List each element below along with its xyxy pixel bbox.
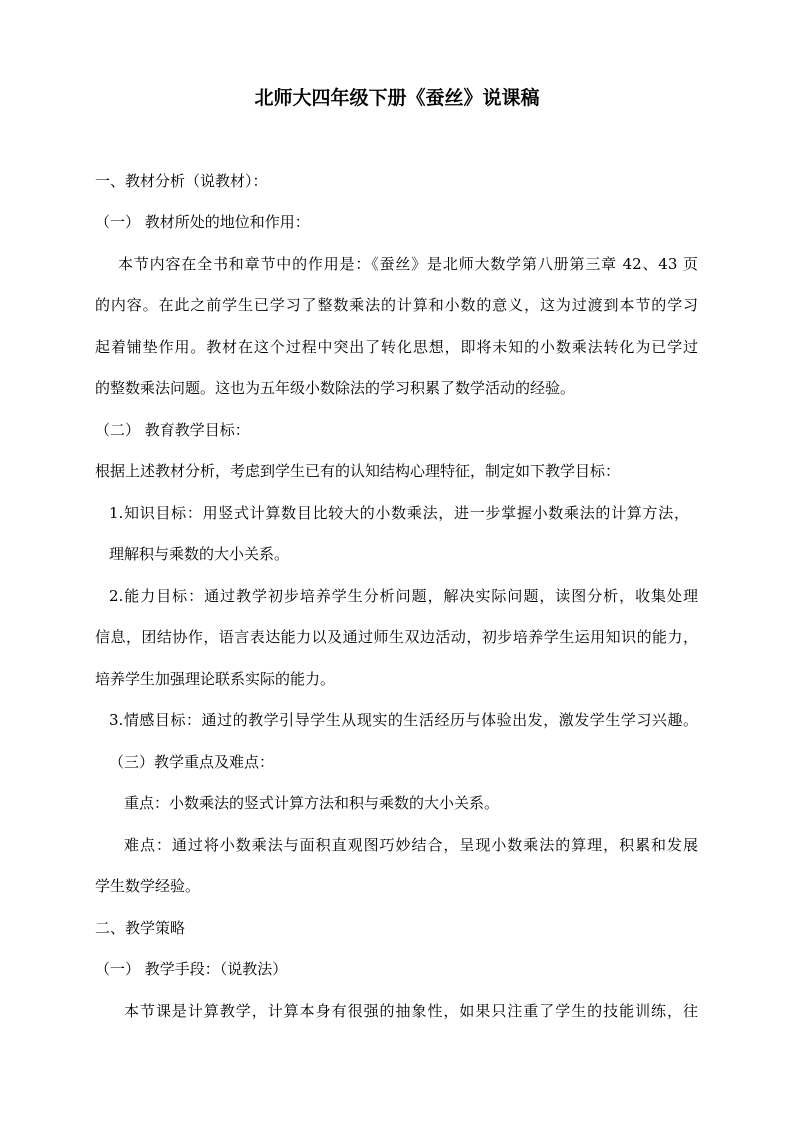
paragraph-line: 难点：通过将小数乘法与面积直观图巧妙结合，呈现小数乘法的算理，积累和发展 bbox=[124, 836, 698, 854]
objective-line: 理解积与乘数的大小关系。 bbox=[109, 545, 290, 563]
subsection-heading: （一） 教材所处的地位和作用： bbox=[95, 213, 310, 231]
paragraph-line: 学生数学经验。 bbox=[95, 877, 201, 895]
subsection-heading: （三）教学重点及难点： bbox=[109, 753, 275, 771]
subsection-heading: （一） 教学手段：（说教法） bbox=[95, 960, 288, 978]
paragraph-line: 本节内容在全书和章节中的作用是：《蚕丝》是北师大数学第八册第三章 42、43 页 bbox=[118, 255, 698, 273]
objective-line: 培养学生加强理论联系实际的能力。 bbox=[95, 670, 336, 688]
paragraph-line: 起着铺垫作用。教材在这个过程中突出了转化思想，即将未知的小数乘法转化为已学过 bbox=[95, 338, 698, 356]
document-title: 北师大四年级下册《蚕丝》说课稿 bbox=[254, 87, 540, 109]
objective-line: 2.能力目标：通过教学初步培养学生分析问题，解决实际问题，读图分析，收集处理 bbox=[109, 587, 698, 605]
objective-line: 信息，团结协作，语言表达能力以及通过师生双边活动，初步培养学生运用知识的能力， bbox=[95, 628, 698, 646]
paragraph-line: 的内容。在此之前学生已学习了整数乘法的计算和小数的意义，这为过渡到本节的学习 bbox=[95, 296, 698, 314]
section-heading: 二、教学策略 bbox=[95, 919, 186, 937]
paragraph-line: 的整数乘法问题。这也为五年级小数除法的学习积累了数学活动的经验。 bbox=[95, 379, 576, 397]
objective-line: 3.情感目标：通过的教学引导学生从现实的生活经历与体验出发，激发学生学习兴趣。 bbox=[109, 711, 698, 729]
subsection-heading: （二） 教育教学目标： bbox=[95, 421, 250, 439]
paragraph-line: 根据上述教材分析，考虑到学生已有的认知结构心理特征，制定如下教学目标： bbox=[95, 462, 621, 480]
section-heading: 一、教材分析（说教材）： bbox=[95, 172, 268, 190]
paragraph-line: 重点：小数乘法的竖式计算方法和积与乘数的大小关系。 bbox=[124, 794, 500, 812]
paragraph-line: 本节课是计算教学，计算本身有很强的抽象性，如果只注重了学生的技能训练，往 bbox=[124, 1002, 698, 1020]
objective-line: 1.知识目标：用竖式计算数目比较大的小数乘法，进一步掌握小数乘法的计算方法， bbox=[109, 504, 689, 522]
